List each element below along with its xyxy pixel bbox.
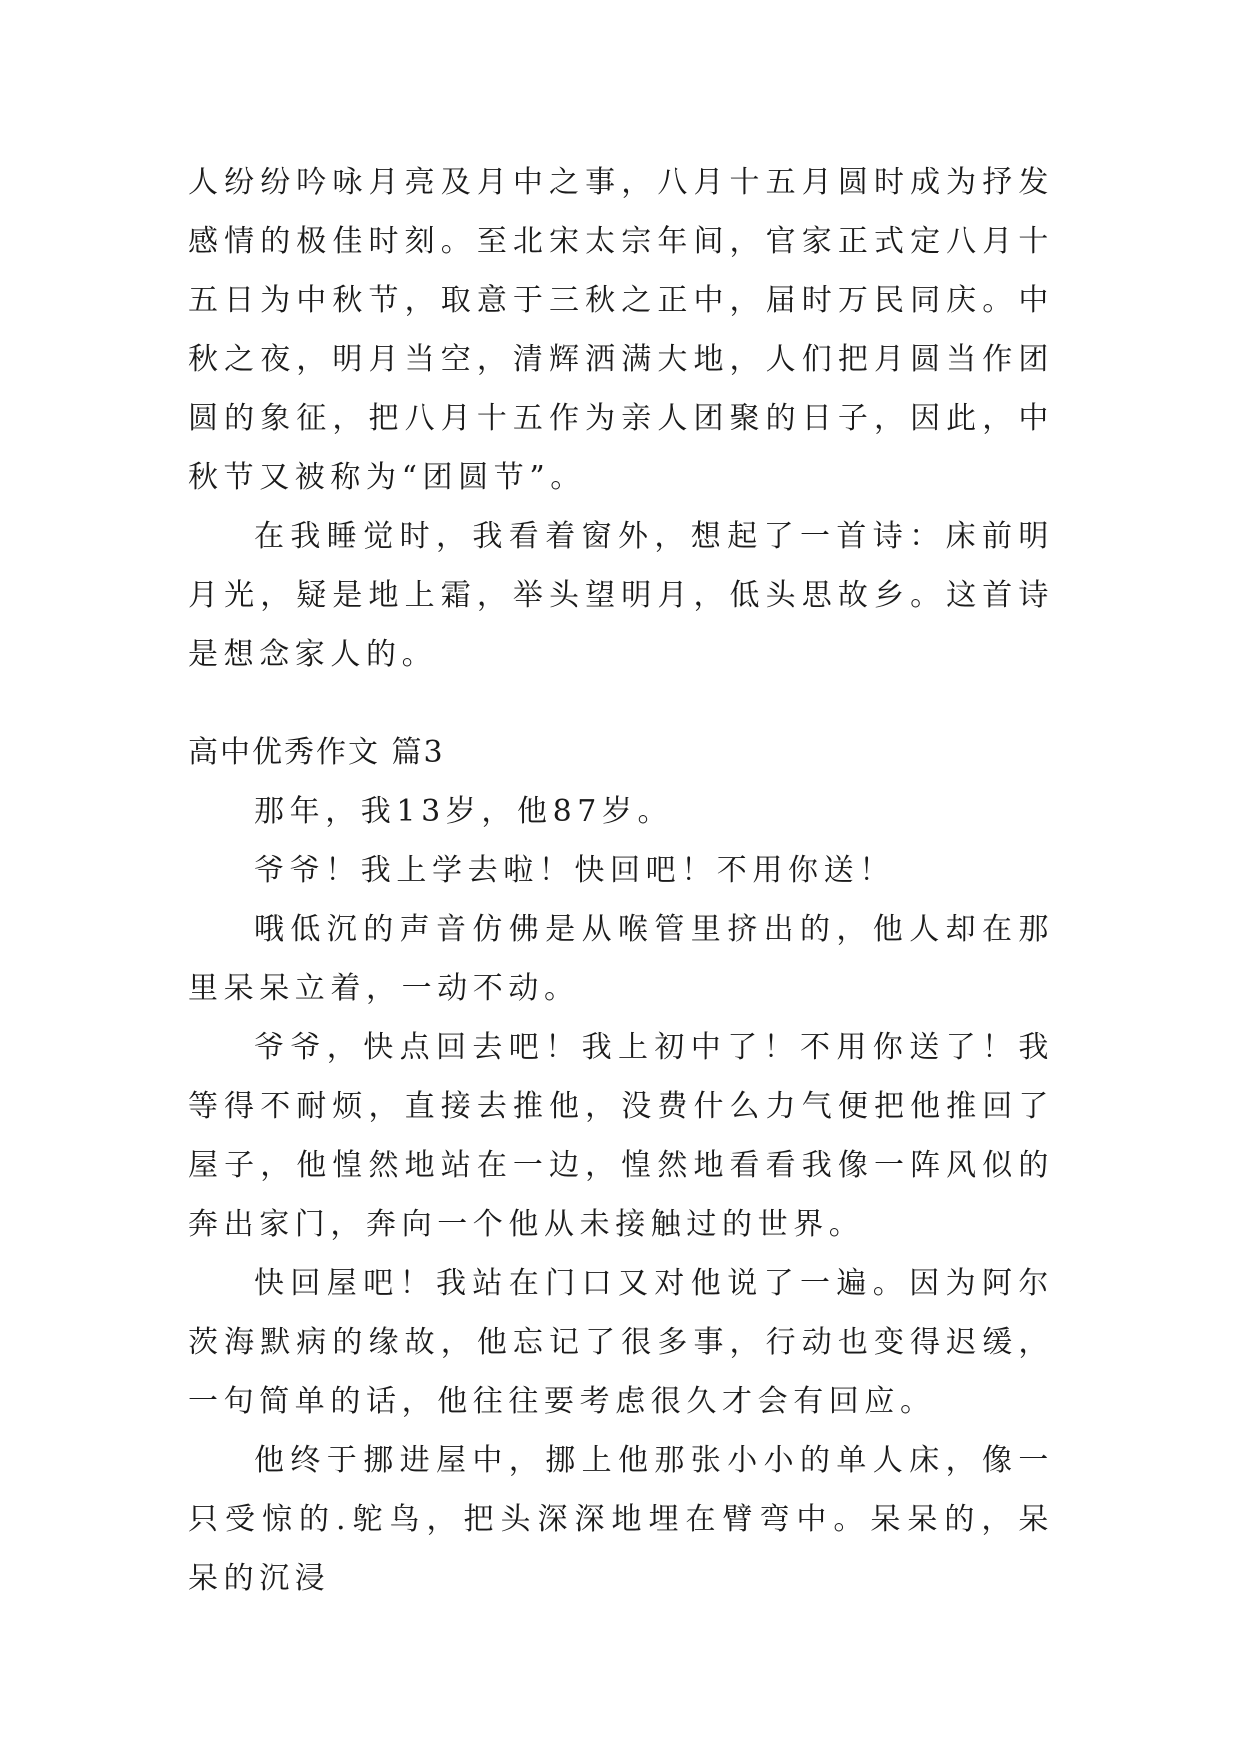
document-body (188, 153, 1054, 1608)
body-paragraph: 人纷纷吟咏月亮及月中之事，八月十五月圆时成为抒发感情的极佳时刻。至北宋太宗年间，官家正式定八月十五日为中秋节，取意于三秋之正中，届时万民同庆。中秋之夜，明月当空，清辉洒满大地，人们把月圆当作团圆的象征，把八月十五作为亲人团聚的日子，因此，中秋节又被称为“团圆节”。 (188, 165, 1054, 495)
body-paragraph: 那年，我13岁，他87岁。 (254, 794, 674, 829)
body-paragraph: 爷爷，快点回去吧！我上初中了！不用你送了！我等得不耐烦，直接去推他，没费什么力气便把他推回了屋子，他惶然地站在一边，惶然地看看我像一阵风似的奔出家门，奔向一个他从未接触过的世界。 (188, 1030, 1054, 1242)
body-paragraph: 他终于挪进屋中，挪上他那张小小的单人床，像一只受惊的.鸵鸟，把头深深地埋在臂弯中。呆呆的，呆呆的沉浸 (188, 1443, 1054, 1596)
body-paragraph: 爷爷！我上学去啦！快回吧！不用你送！ (254, 853, 895, 888)
body-paragraph: 在我睡觉时，我看着窗外，想起了一首诗：床前明月光，疑是地上霜，举头望明月，低头思故乡。这首诗是想念家人的。 (188, 519, 1054, 672)
body-paragraph: 快回屋吧！我站在门口又对他说了一遍。因为阿尔茨海默病的缘故，他忘记了很多事，行动也变得迟缓，一句简单的话，他往往要考虑很久才会有回应。 (188, 1266, 1054, 1419)
body-paragraph: 哦低沉的声音仿佛是从喉管里挤出的，他人却在那里呆呆立着，一动不动。 (188, 912, 1054, 1006)
section-heading: 高中优秀作文 篇3 (188, 735, 445, 770)
